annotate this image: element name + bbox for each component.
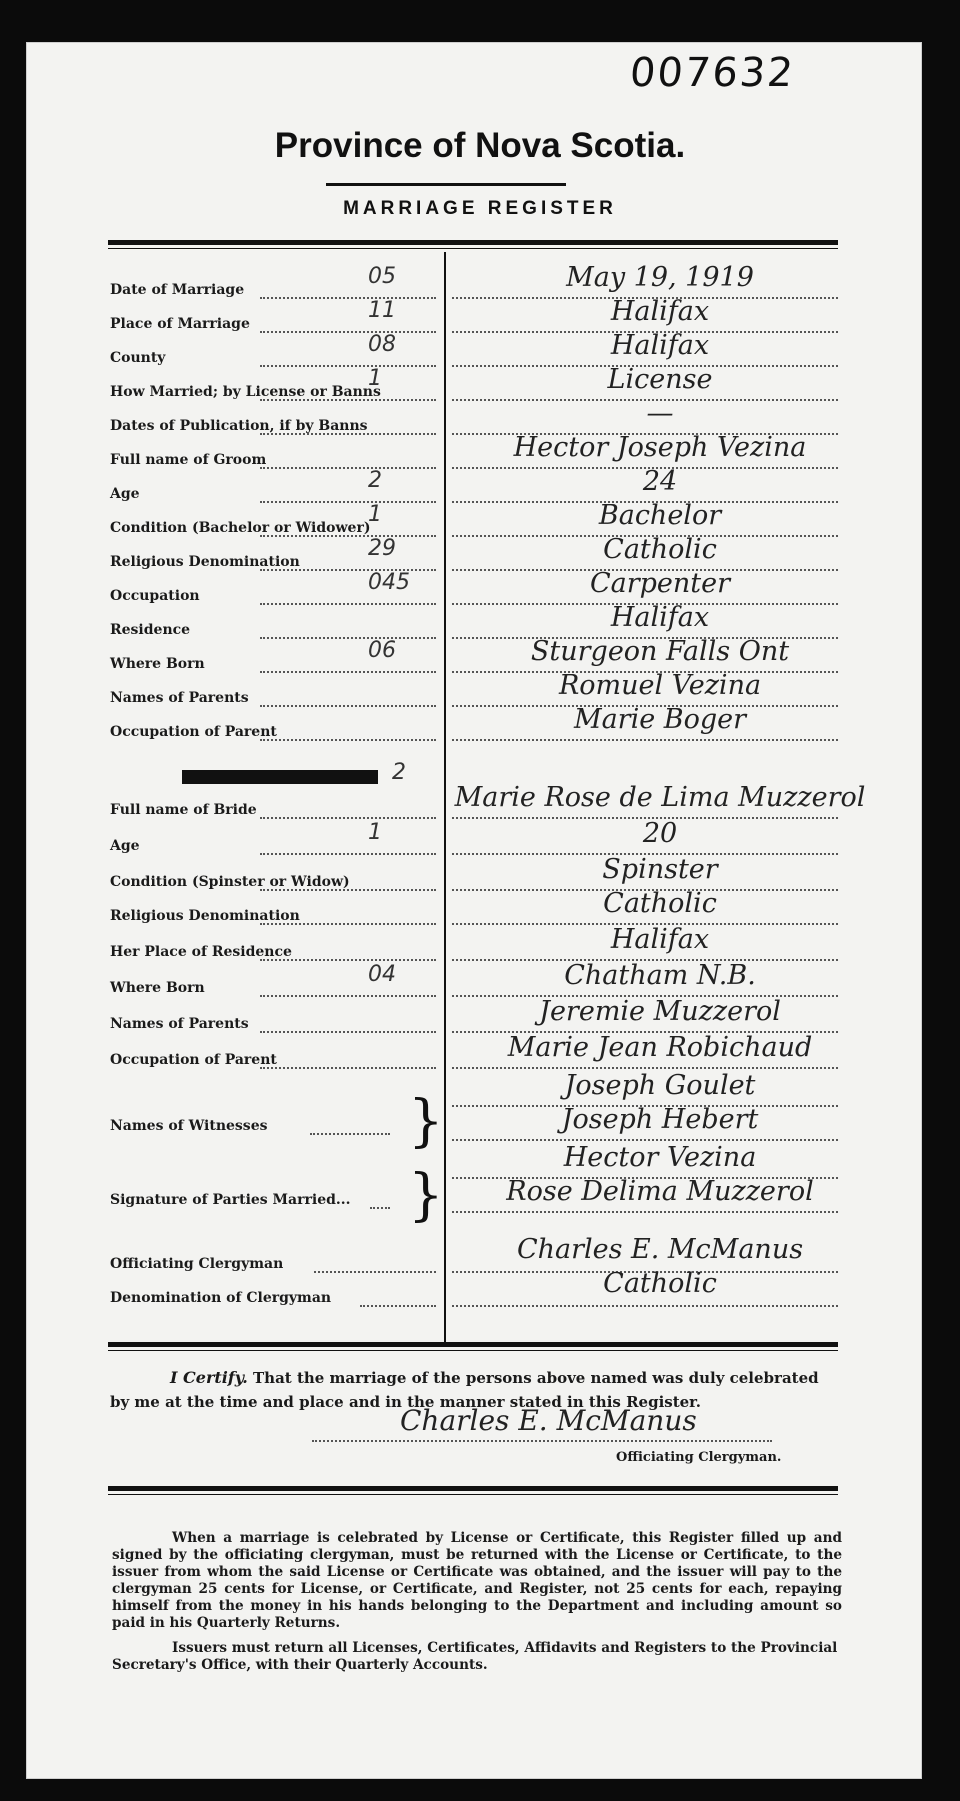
witnesses-label: Names of Witnesses xyxy=(110,1118,268,1134)
return-notice: When a marriage is celebrated by License or Certificate, this Register filled up and signed by the officiating clergyman, must be returned with the License or Certificate, to the issuer from whom the said License or Certificate was obtained, and the issuer will pay to the clergyman 25 cents for License, or Certificate, and Register, not 25 cents for each, repaying himself from the money in his hands belonging to the Department and including amount so paid in his Quarterly Returns. xyxy=(112,1530,842,1631)
field-label: Condition (Spinster or Widow) xyxy=(110,874,350,890)
field-value: Halifax xyxy=(610,602,710,633)
field-value: 20 xyxy=(642,818,678,849)
witnesses-dotted-line xyxy=(310,1133,390,1135)
value-dotted-line xyxy=(452,1067,838,1069)
issuers-notice: Issuers must return all Licenses, Certificates, Affidavits and Registers to the Provincial Secretary's Office, with their Quarterly Accounts. xyxy=(112,1640,838,1673)
field-dotted-line xyxy=(260,959,436,961)
witness-brace: } xyxy=(408,1089,444,1154)
field-value: Bachelor xyxy=(598,500,722,531)
clergy-signature: Charles E. McManus xyxy=(400,1404,697,1437)
field-label: Full name of Groom xyxy=(110,452,267,468)
field-value: Spinster xyxy=(602,854,718,885)
field-value: Sturgeon Falls Ont xyxy=(530,636,790,667)
field-label: Age xyxy=(110,838,140,854)
field-dotted-line xyxy=(260,853,436,855)
field-code: 1 xyxy=(368,366,382,391)
field-code: 2 xyxy=(368,468,382,493)
bottom-rule-thin xyxy=(108,1494,838,1495)
field-value: Catholic xyxy=(603,888,717,919)
field-label: How Married; by License or Banns xyxy=(110,384,381,400)
field-code: 08 xyxy=(368,332,396,357)
top-rule xyxy=(108,240,838,245)
certify-lead: I Certify. xyxy=(170,1368,248,1387)
value-dotted-line xyxy=(452,739,838,741)
signature-brace: } xyxy=(408,1163,444,1228)
field-code: 29 xyxy=(368,536,396,561)
field-label: Where Born xyxy=(110,980,205,996)
field-value: Marie Jean Robichaud xyxy=(507,1032,813,1063)
field-label: Age xyxy=(110,486,140,502)
clergy-value: Catholic xyxy=(603,1268,717,1299)
field-label: Names of Parents xyxy=(110,1016,249,1032)
field-dotted-line xyxy=(260,1067,436,1069)
top-rule-thin xyxy=(108,248,838,249)
field-code: 05 xyxy=(368,264,396,289)
field-dotted-line xyxy=(260,535,436,537)
certify-body: That the marriage of the persons above named was duly celebrated by me at the time and place and in the manner stated in this Register. xyxy=(110,1369,819,1411)
signatures-dotted-line xyxy=(370,1207,390,1209)
field-dotted-line xyxy=(260,923,436,925)
field-label: Her Place of Residence xyxy=(110,944,292,960)
field-code: 06 xyxy=(368,638,396,663)
clergy-value: Charles E. McManus xyxy=(516,1234,804,1265)
field-dotted-line xyxy=(260,671,436,673)
field-label: Names of Parents xyxy=(110,690,249,706)
clergy-dotted-line xyxy=(314,1271,436,1273)
field-value: Halifax xyxy=(610,924,710,955)
field-value: Marie Boger xyxy=(573,704,747,735)
signatures-value: Hector Vezina xyxy=(563,1142,757,1173)
column-divider xyxy=(444,252,446,1342)
field-value: Chatham N.B. xyxy=(564,960,756,991)
field-dotted-line xyxy=(260,365,436,367)
field-value: Marie Rose de Lima Muzzerol xyxy=(454,782,866,813)
field-dotted-line xyxy=(260,433,436,435)
field-value: Catholic xyxy=(603,534,717,565)
field-value: Halifax xyxy=(610,296,710,327)
field-label: Date of Marriage xyxy=(110,282,245,298)
title-underline xyxy=(326,183,566,186)
field-dotted-line xyxy=(260,467,436,469)
field-dotted-line xyxy=(260,331,436,333)
mid-rule-thin xyxy=(108,1350,838,1351)
field-dotted-line xyxy=(260,501,436,503)
field-code: 04 xyxy=(368,962,396,987)
field-label: Occupation of Parent xyxy=(110,1052,277,1068)
field-value: Romuel Vezina xyxy=(558,670,762,701)
bottom-rule xyxy=(108,1486,838,1491)
field-label: County xyxy=(110,350,166,366)
signatures-value: Rose Delima Muzzerol xyxy=(506,1176,814,1207)
field-value: License xyxy=(607,364,713,395)
mid-rule xyxy=(108,1342,838,1347)
field-label: Residence xyxy=(110,622,191,638)
field-dotted-line xyxy=(260,817,436,819)
register-title: MARRIAGE REGISTER xyxy=(343,198,617,219)
field-label: Religious Denomination xyxy=(110,554,300,570)
field-dotted-line xyxy=(260,297,436,299)
field-value: Hector Joseph Vezina xyxy=(513,432,807,463)
signature-line xyxy=(312,1440,772,1442)
bride-section-bar xyxy=(182,770,378,784)
field-label: Occupation xyxy=(110,588,200,604)
field-value: 24 xyxy=(642,466,678,497)
field-dotted-line xyxy=(260,637,436,639)
field-value: — xyxy=(646,398,674,429)
field-dotted-line xyxy=(260,603,436,605)
field-dotted-line xyxy=(260,889,436,891)
signatures-label: Signature of Parties Married... xyxy=(110,1192,351,1208)
field-label: Full name of Bride xyxy=(110,802,257,818)
bride-section-code: 2 xyxy=(392,760,406,785)
clergy-label: Denomination of Clergyman xyxy=(110,1290,332,1306)
field-label: Place of Marriage xyxy=(110,316,250,332)
field-label: Dates of Publication, if by Banns xyxy=(110,418,368,434)
field-label: Condition (Bachelor or Widower) xyxy=(110,520,371,536)
clergy-role: Officiating Clergyman. xyxy=(616,1450,782,1465)
witnesses-value: Joseph Hebert xyxy=(561,1104,759,1135)
field-dotted-line xyxy=(260,399,436,401)
field-value: Carpenter xyxy=(589,568,731,599)
clergy-dotted-line xyxy=(360,1305,436,1307)
serial-number: 007632 xyxy=(627,50,797,96)
field-code: 1 xyxy=(368,820,382,845)
province-title: Province of Nova Scotia. xyxy=(274,126,686,165)
witnesses-value-line xyxy=(452,1139,838,1141)
clergy-label: Officiating Clergyman xyxy=(110,1256,284,1272)
field-dotted-line xyxy=(260,1031,436,1033)
field-label: Religious Denomination xyxy=(110,908,300,924)
field-label: Occupation of Parent xyxy=(110,724,277,740)
witnesses-value: Joseph Goulet xyxy=(564,1070,756,1101)
field-code: 11 xyxy=(368,298,396,323)
clergy-value-line xyxy=(452,1305,838,1307)
signatures-value-line xyxy=(452,1211,838,1213)
field-code: 045 xyxy=(368,570,410,595)
field-dotted-line xyxy=(260,995,436,997)
field-dotted-line xyxy=(260,705,436,707)
field-label: Where Born xyxy=(110,656,205,672)
field-value: May 19, 1919 xyxy=(566,262,754,293)
field-code: 1 xyxy=(368,502,382,527)
field-value: Jeremie Muzzerol xyxy=(539,996,781,1027)
field-value: Halifax xyxy=(610,330,710,361)
field-dotted-line xyxy=(260,739,436,741)
